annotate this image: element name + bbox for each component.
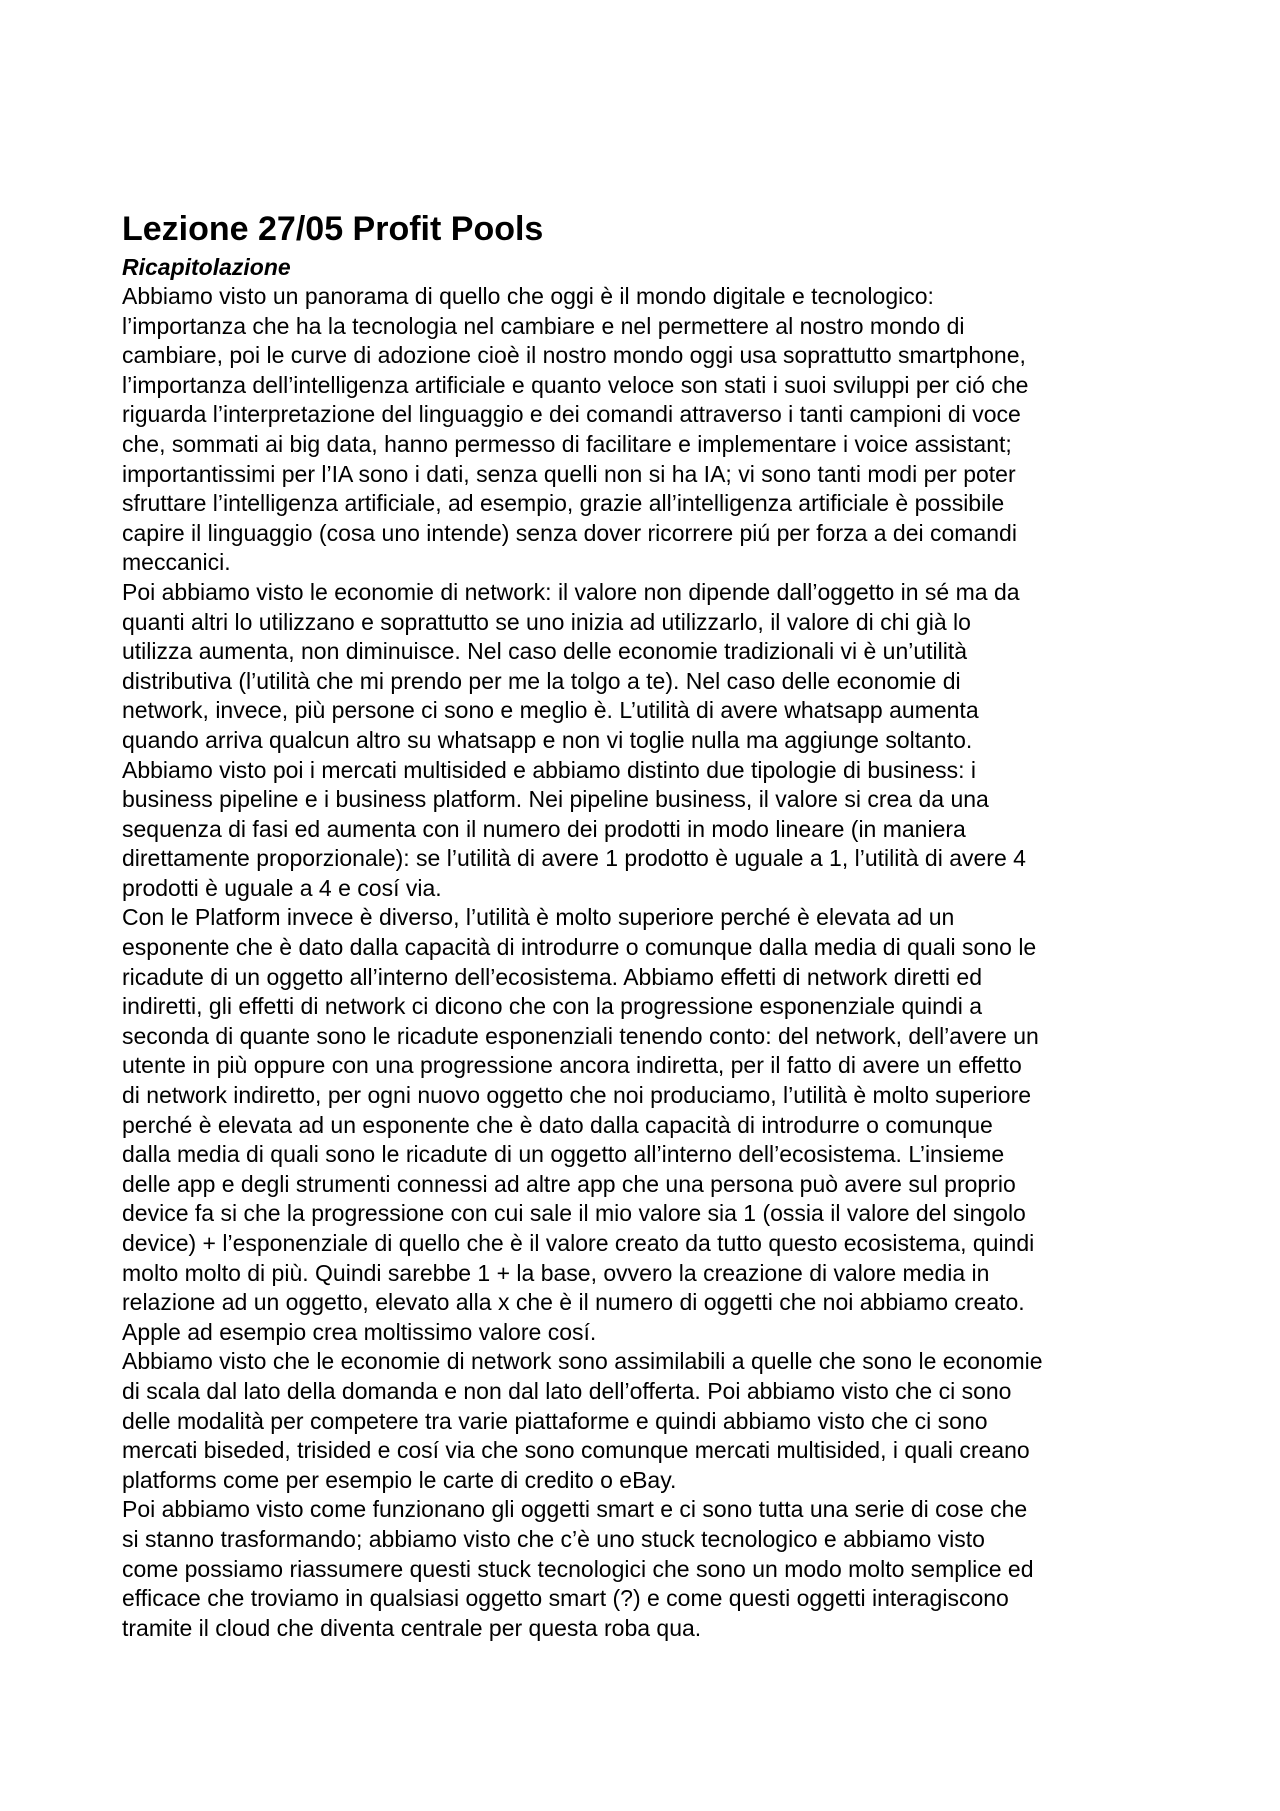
body-text-line: di network indiretto, per ogni nuovo oggetto che noi produciamo, l’utilità è molto superiore (122, 1082, 1032, 1109)
body-text-line: meccanici. (122, 549, 231, 576)
body-text-line: l’importanza che ha la tecnologia nel cambiare e nel permettere al nostro mondo di (122, 312, 965, 339)
body-text-line: delle modalità per competere tra varie piattaforme e quindi abbiamo visto che ci sono (122, 1407, 988, 1434)
body-text-line: molto molto di più. Quindi sarebbe 1 + la base, ovvero la creazione di valore media in (122, 1259, 990, 1286)
body-text-line: capire il linguaggio (cosa uno intende) senza dover ricorrere piú per forza a dei comandi (122, 519, 1017, 546)
body-text-line: esponente che è dato dalla capacità di introdurre o comunque dalla media di quali sono le (122, 934, 1037, 961)
body-text-line: distributiva (l’utilità che mi prendo per me la tolgo a te). Nel caso delle economie di (122, 667, 961, 694)
body-text-line: importantissimi per l’IA sono i dati, senza quelli non si ha IA; vi sono tanti modi per poter (122, 460, 1016, 487)
body-text-line: business pipeline e i business platform. Nei pipeline business, il valore si crea da una (122, 786, 989, 813)
body-text-line: quanti altri lo utilizzano e soprattutto se uno inizia ad utilizzarlo, il valore di chi già lo (122, 608, 971, 635)
body-text-line: cambiare, poi le curve di adozione cioè il nostro mondo oggi usa soprattutto smartphone, (122, 342, 1026, 369)
body-text-line: relazione ad un oggetto, elevato alla x che è il numero di oggetti che noi abbiamo creato. (122, 1289, 1025, 1316)
section-heading: Ricapitolazione (122, 254, 291, 280)
body-text-line: dalla media di quali sono le ricadute di un oggetto all’interno dell’ecosistema. L’insieme (122, 1141, 1005, 1168)
body-text-line: network, invece, più persone ci sono e meglio è. L’utilità di avere whatsapp aumenta (122, 697, 979, 724)
body-text-line: mercati biseded, trisided e cosí via che sono comunque mercati multisided, i quali creano (122, 1437, 1030, 1464)
body-text-line: Poi abbiamo visto le economie di network: il valore non dipende dall’oggetto in sé ma da (122, 578, 1020, 605)
body-text-line: direttamente proporzionale): se l’utilità di avere 1 prodotto è uguale a 1, l’utilità di avere 4 (122, 845, 1026, 872)
document-title: Lezione 27/05 Profit Pools (122, 210, 544, 248)
body-text-line: delle app e degli strumenti connessi ad altre app che una persona può avere sul proprio (122, 1170, 1016, 1197)
body-text-line: di scala dal lato della domanda e non dal lato dell’offerta. Poi abbiamo visto che ci sono (122, 1377, 1012, 1404)
body-text-line: seconda di quante sono le ricadute esponenziali tenendo conto: del network, dell’avere un (122, 1022, 1039, 1049)
body-text-line: efficace che troviamo in qualsiasi oggetto smart (?) e come questi oggetti interagiscono (122, 1585, 1009, 1612)
body-text-line: Abbiamo visto un panorama di quello che oggi è il mondo digitale e tecnologico: (122, 283, 934, 309)
body-text-line: tramite il cloud che diventa centrale per questa roba qua. (122, 1614, 702, 1641)
body-text-line: Poi abbiamo visto come funzionano gli oggetti smart e ci sono tutta una serie di cose che (122, 1496, 1028, 1523)
body-text-line: utente in più oppure con una progressione ancora indiretta, per il fatto di avere un effetto (122, 1052, 1022, 1079)
body-text-line: sfruttare l’intelligenza artificiale, ad esempio, grazie all’intelligenza artificiale è possibile (122, 490, 1005, 517)
body-text-line: riguarda l’interpretazione del linguaggio e dei comandi attraverso i tanti campioni di voce (122, 401, 1021, 428)
body-text-line: Apple ad esempio crea moltissimo valore cosí. (122, 1318, 597, 1345)
document-page (122, 209, 1182, 1643)
body-text-line: device) + l’esponenziale di quello che è il valore creato da tutto questo ecosistema, quindi (122, 1230, 1035, 1256)
body-text-line: utilizza aumenta, non diminuisce. Nel caso delle economie tradizionali vi è un’utilità (122, 638, 968, 665)
body-text-line: perché è elevata ad un esponente che è dato dalla capacità di introdurre o comunque (122, 1111, 993, 1138)
body-text-line: che, sommati ai big data, hanno permesso di facilitare e implementare i voice assistant; (122, 430, 1012, 457)
body-text-line: come possiamo riassumere questi stuck tecnologici che sono un modo molto semplice ed (122, 1555, 1034, 1582)
body-text-line: si stanno trasformando; abbiamo visto che c’è uno stuck tecnologico e abbiamo visto (122, 1525, 985, 1552)
body-text-line: Abbiamo visto poi i mercati multisided e abbiamo distinto due tipologie di business: i (122, 756, 977, 783)
body-text-line: Con le Platform invece è diverso, l’utilità è molto superiore perché è elevata ad un (122, 904, 955, 931)
body-text-line: indiretti, gli effetti di network ci dicono che con la progressione esponenziale quindi a (122, 993, 983, 1020)
body-text-line: l’importanza dell’intelligenza artificiale e quanto veloce son stati i suoi sviluppi per ció che (122, 371, 1029, 398)
body-text-line: quando arriva qualcun altro su whatsapp e non vi toglie nulla ma aggiunge soltanto. (122, 726, 973, 753)
body-text-line: Abbiamo visto che le economie di network sono assimilabili a quelle che sono le economie (122, 1348, 1043, 1375)
body-text-line: platforms come per esempio le carte di credito o eBay. (122, 1466, 677, 1493)
document-body (122, 282, 1182, 1643)
body-text-line: device fa si che la progressione con cui sale il mio valore sia 1 (ossia il valore del singolo (122, 1200, 1026, 1227)
body-text-line: prodotti è uguale a 4 e cosí via. (122, 874, 442, 901)
body-text-line: ricadute di un oggetto all’interno dell’ecosistema. Abbiamo effetti di network diretti ed (122, 963, 983, 990)
body-text-line: sequenza di fasi ed aumenta con il numero dei prodotti in modo lineare (in maniera (122, 815, 966, 842)
